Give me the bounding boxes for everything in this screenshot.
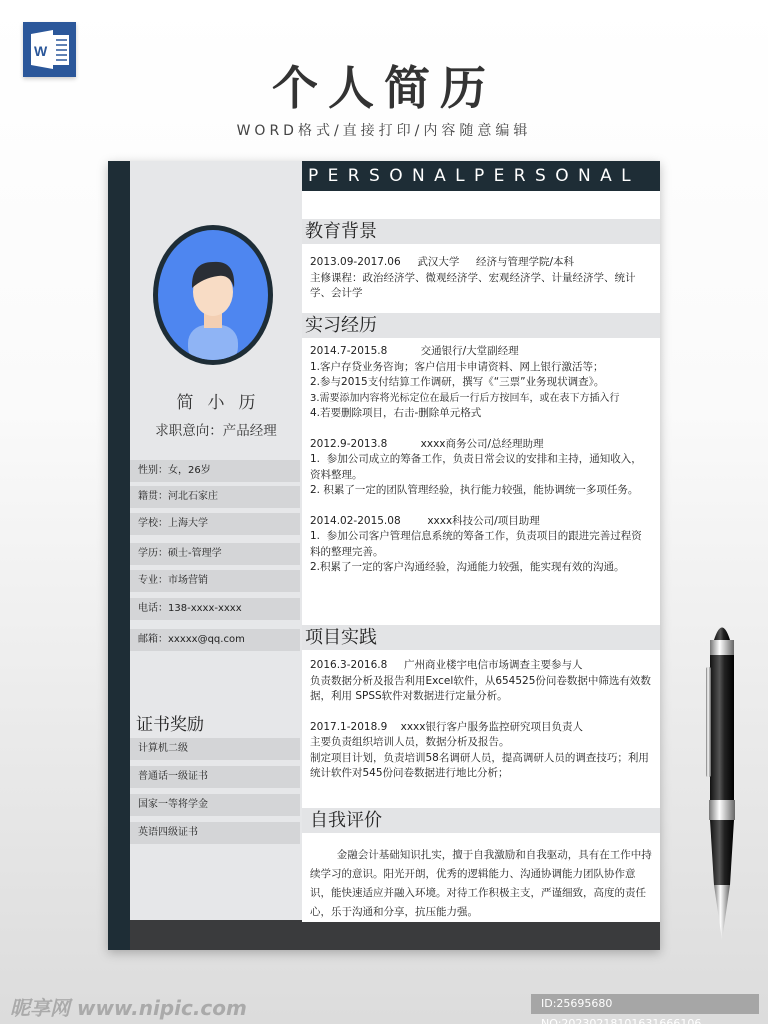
candidate-name: 简小历 xyxy=(176,393,270,413)
education-body xyxy=(302,255,660,302)
bottom-bar xyxy=(130,920,660,950)
entry-line: 制定项目计划，负责培训58名调研人员，提高调研人员的调查技巧；利用统计软件对545份问卷数据进行地比分析； xyxy=(310,751,649,779)
entry-head: 2014.02-2015.08 xxxx科技公司/项目助理 xyxy=(310,514,540,527)
education-line: 主修课程：政治经济学、微观经济学、宏观经济学、计量经济学、统计学、会计学 xyxy=(310,271,636,299)
entry-line: 1.客户存贷业务咨询；客户信用卡申请资料、网上银行激活等； xyxy=(310,360,604,373)
entry-line: 4.若要删除项目，右击-删除单元格式 xyxy=(310,407,482,419)
education-line: 2013.09-2017.06 武汉大学 经济与管理学院/本科 xyxy=(310,256,575,268)
banner: PERSONALPERSONAL xyxy=(302,161,660,191)
entry-head: 2017.1-2018.9 xxxx银行客户服务监控研究项目负责人 xyxy=(310,720,583,733)
self-eval-text: 金融会计基础知识扎实，擅于自我激励和自我驱动，具有在工作中持续学习的意识。阳光开朗，优秀的逻辑能力、沟通协调能力团队协作意识，能快速适应并融入环境。对待工作积极主支，严谨细致，高度的责任心，乐于沟通和分享，抗压能力强。 xyxy=(310,849,652,918)
svg-text:W: W xyxy=(34,43,48,59)
entry-line: 2.参与2015支付结算工作调研，撰写《“三票”业务现状调查》。 xyxy=(310,376,605,388)
info-phone: 电话：138-xxxx-xxxx xyxy=(130,598,300,620)
info-major: 专业：市场营销 xyxy=(130,570,300,592)
avatar xyxy=(153,225,273,365)
entry-line: 2.积累了一定的客户沟通经验，沟通能力较强，能实现有效的沟通。 xyxy=(310,561,625,573)
internship-title: 实习经历 xyxy=(302,313,660,338)
self-eval-title: 自我评价 xyxy=(302,808,660,833)
left-strip xyxy=(108,161,130,950)
info-hometown: 籍贯：河北石家庄 xyxy=(130,486,300,508)
entry-head: 2012.9-2013.8 xxxx商务公司/总经理助理 xyxy=(310,437,544,450)
entry-line: 1. 参加公司成立的筹备工作，负责日常会议的安排和主持，通知收入，资料整理。 xyxy=(310,453,642,481)
entry-head: 2014.7-2015.8 交通银行/大堂副经理 xyxy=(310,345,519,357)
entry-line: 2. 积累了一定的团队管理经验，执行能力较强，能协调统一多项任务。 xyxy=(310,484,639,496)
projects-title: 项目实践 xyxy=(302,625,660,650)
projects-body xyxy=(302,658,660,782)
education-title: 教育背景 xyxy=(302,219,660,244)
entry-line: 1. 参加公司客户管理信息系统的筹备工作，负责项目的跟进完善过程资料的整理完善。 xyxy=(310,530,642,558)
entry-line: 3.需要添加内容将光标定位在最后一行后方按回车，或在表下方插入行 xyxy=(310,392,620,404)
certificates-title: 证书奖励 xyxy=(136,715,204,735)
info-gender: 性别：女，26岁 xyxy=(130,460,300,482)
page-subtitle: WORD格式/直接打印/内容随意编辑 xyxy=(236,123,532,139)
self-eval-body xyxy=(302,846,660,922)
certificate-item: 国家一等将学金 xyxy=(130,794,300,816)
certificate-item: 普通话一级证书 xyxy=(130,766,300,788)
info-school: 学校：上海大学 xyxy=(130,513,300,535)
certificate-item: 计算机二级 xyxy=(130,738,300,760)
entry-line: 负责数据分析及报告利用Excel软件，从654525份问卷数据中筛选有效数据，利用 SPSS软件对数据进行定量分析。 xyxy=(310,674,651,702)
entry-head: 2016.3-2016.8 广州商业楼宇电信市场调查主要参与人 xyxy=(310,659,583,671)
info-email: 邮箱：xxxxx@qq.com xyxy=(130,629,300,651)
job-objective: 求职意向：产品经理 xyxy=(155,423,277,439)
info-degree: 学历：硕士-管理学 xyxy=(130,543,300,565)
watermark: 昵享网 www.nipic.com xyxy=(10,996,247,1020)
resume-sheet xyxy=(108,161,660,950)
image-id: ID:25695680 NO:20230218101631666106 xyxy=(531,994,759,1014)
page-title: 个人简历 xyxy=(272,61,496,115)
entry-line: 主要负责组织培训人员，数据分析及报告。 xyxy=(310,736,510,748)
internship-body xyxy=(302,344,660,576)
certificate-item: 英语四级证书 xyxy=(130,822,300,844)
pen-icon xyxy=(700,615,750,949)
